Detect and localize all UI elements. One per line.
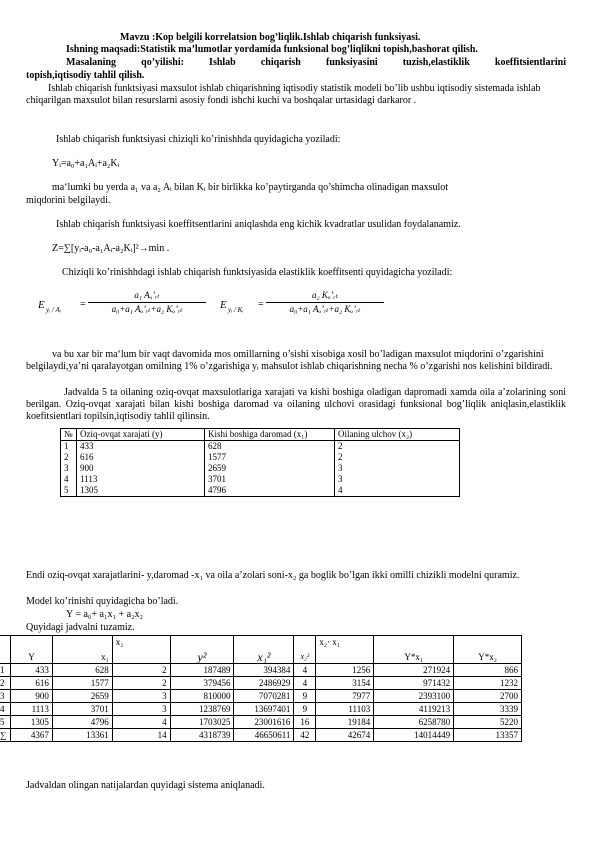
elasticity-2-denominator: a₀+a₁ Aₒ’ᵣₜ+a₂ Kₒ’ᵣₜ bbox=[289, 304, 361, 314]
elasticity-1-subscript: yᵢ / Aᵢ bbox=[46, 306, 61, 314]
table-row: 5 1305 4796 4 bbox=[61, 485, 460, 497]
table-row: 2 616 1577 2 bbox=[61, 452, 460, 463]
paragraph-intro: Ishlab chiqarish funktsiyasi maxsulot ishlab chiqarishning iqtisodiy statistik modeli bo’lib ushbu iqtisodiy sistemada ishlab chiqarilgan maxsulot bilan resurslarni asosiy fondi ishchi kuchi va boshqalar urtasidagi darkaror . bbox=[26, 83, 541, 106]
paragraph-model-form: Model ko’rinishi quyidagicha bo’ladi. bbox=[26, 596, 179, 607]
task-line-2: topish,iqtisodiy tahlil qilish. bbox=[26, 70, 145, 81]
paragraph-elasticity: Chiziqli ko’rinishhdagi ishlab chiqarish funktsiyasida elastiklik koeffitsenti quyidagicha yoziladi: bbox=[62, 267, 453, 278]
calculation-table bbox=[0, 635, 522, 742]
table-row: 2 616 1577 2 379456 2486929 4 3154 971432 1232 bbox=[0, 677, 522, 690]
paragraph-coefficients-line1: ma‘lumki bu yerda a₁ va a₂ Aᵢ bilan Kᵢ bir birlikka ko’paytirganda qo’shimcha olinadigan maxsulot bbox=[52, 182, 449, 193]
paragraph-system: Jadvaldan olingan natijalardan quyidagi sistema aniqlanadi. bbox=[26, 780, 265, 791]
elasticity-2-subscript: yᵢ / Kᵢ bbox=[228, 306, 244, 314]
table-row: 3 900 2659 3 810000 7070281 9 7977 2393100 2700 bbox=[0, 690, 522, 703]
elasticity-1-numerator: a₁ Aₒ’ᵣₜ bbox=[88, 290, 206, 303]
table-row: 1 433 628 2 187489 394384 4 1256 271924 866 bbox=[0, 664, 522, 677]
elasticity-2-equals: = bbox=[258, 299, 264, 310]
page-title: Mavzu :Kop belgili korrelatsion bog’liqlik.Ishlab chiqarish funksiyasi. bbox=[120, 32, 421, 43]
table-row: 4 1113 3701 3 1238769 13697401 9 11103 4119213 3339 bbox=[0, 703, 522, 716]
paragraph-linear-form: Ishlab chiqarish funktsiyasi chiziqli ko’rinishhda quyidagicha yoziladi: bbox=[56, 134, 341, 145]
task-line-1: Masalaning qo’yilishi: Ishlab chiqarish funksiyasini tuzish,elastiklik koeffitsientlarini bbox=[66, 57, 566, 68]
paragraph-table-intro: Quyidagi jadvalni tuzamiz. bbox=[26, 622, 135, 633]
table-row: 5 1305 4796 4 1703025 23001616 16 19184 6258780 5220 bbox=[0, 716, 522, 729]
header-income: Kishi boshiga daromad (x₁) bbox=[205, 429, 335, 441]
formula-least-squares: Z=∑[yᵢ-a₀-a₁Aᵢ-a₂Kᵢ]²→min . bbox=[52, 243, 170, 254]
elasticity-2-symbol: E bbox=[220, 299, 227, 311]
elasticity-1-denominator: a₀+a₁ Aₒ’ᵣₜ+a₂ Kₒ’ᵣₜ bbox=[111, 304, 183, 314]
header-x2-x1: x₂· x₁ bbox=[316, 636, 374, 664]
table-header-row bbox=[61, 429, 460, 441]
elasticity-2-numerator: a₂ Kₒ’ᵣₜ bbox=[266, 290, 384, 303]
table-sum-row: ∑ 4367 13361 14 4318739 46650611 42 42674 14014449 13357 bbox=[0, 729, 522, 742]
table-row: 1 433 628 2 bbox=[61, 441, 460, 453]
header-number: № bbox=[61, 429, 77, 441]
header-family-size: Oilaning ulchov (x₂) bbox=[335, 429, 460, 441]
header-food-expense: Oziq-ovqat xarajati (y) bbox=[77, 429, 205, 441]
formula-production-function: Yᵢ=a₀+a₁Aᵢ+a₂Kᵢ bbox=[52, 158, 120, 169]
paragraph-least-squares: Ishlab chiqarish funktsiyasi koeffitsentlarini aniqlashda eng kichik kvadratlar usulidan foydalanamiz. bbox=[56, 219, 461, 230]
header-x2-squared: x₂² bbox=[294, 636, 316, 664]
paragraph-elasticity-meaning: va bu xar bir ma‘lum bir vaqt davomida mos omillarning o’sishi xisobiga xosil bo’ladigan maxsulot miqdorini o’zgarishini belgilaydi,ya’ni qaralayotgan omilning 1% o’zgarishiga yᵢ mahsulot ishlab chiqarishning necha % o’zgarishi nos kelishini bildiradi. bbox=[26, 349, 553, 372]
header-x1: x₁ bbox=[52, 636, 112, 664]
elasticity-1-equals: = bbox=[80, 299, 86, 310]
table-row: 3 900 2659 3 bbox=[61, 463, 460, 474]
paragraph-coefficients-line2: miqdorini belgilaydi. bbox=[26, 195, 111, 206]
table-row: 4 1113 3701 3 bbox=[61, 474, 460, 485]
header-x2: x₂ bbox=[112, 636, 170, 664]
header-x1-squared: x₁² bbox=[234, 636, 294, 664]
header-y-x2: Y*x₂ bbox=[454, 636, 522, 664]
header-y-x1: Y*x₁ bbox=[374, 636, 454, 664]
header-y: Y bbox=[10, 636, 52, 664]
aim-line: Ishning maqsadi:Statistik ma’lumotlar yordamida funksional bog’liqlikni topish,bashorat qilish. bbox=[66, 44, 478, 55]
paragraph-model-intro: Endi oziq-ovqat xarajatlarini- y,daromad -x₁ va oila a’zolari soni-x₂ ga boglik bo’lgan ikki omilli chizikli modelni quramiz. bbox=[26, 570, 520, 581]
elasticity-1-symbol: E bbox=[38, 299, 45, 311]
header-y-squared: y² bbox=[170, 636, 234, 664]
formula-model: Y = a₀+ a₁x₁ + a₂x₂ bbox=[66, 609, 144, 620]
table-header-row bbox=[0, 636, 522, 664]
data-table bbox=[60, 428, 460, 497]
paragraph-task-description: Jadvalda 5 ta oilaning oziq-ovqat maxsulotlariga xarajati va kishi boshiga oladigan dapromadi xamda oila a’zolarining soni berilgan. Oziq-ovqat xarajati bilan kishi boshiga daromad va oilaning ulchovi orasidagi funksional bog’liqlik aniqlasin,elastiklik koefitsientlari topilsin,iqtisodiy tahlil qilinsin. bbox=[26, 387, 566, 422]
